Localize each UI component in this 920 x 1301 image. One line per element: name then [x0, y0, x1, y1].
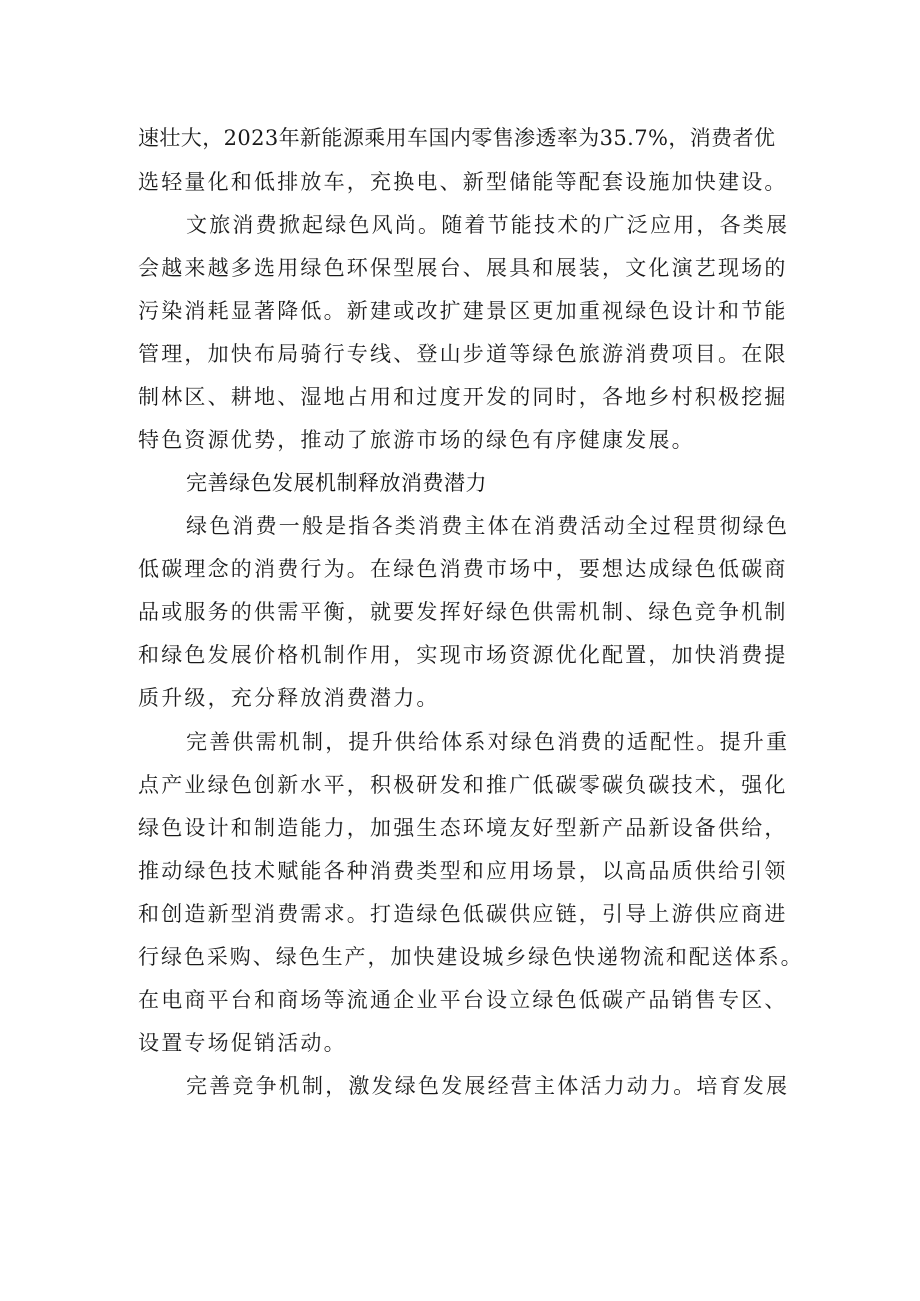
text-line-12: 和绿色发展价格机制作用，实现市场资源优化配置，加快消费提: [138, 643, 788, 667]
text-line-5: 污染消耗显著降低。新建或改扩建景区更加重视绿色设计和节能: [138, 299, 788, 323]
text-line-2: 选轻量化和低排放车，充换电、新型储能等配套设施加快建设。: [138, 170, 788, 194]
paragraph-start-green-consumption: 绿色消费一般是指各类消费主体在消费活动全过程贯彻绿色: [186, 514, 790, 538]
text-line-1: 速壮大，2023年新能源乘用车国内零售渗透率为35.7%，消费者优: [138, 126, 776, 150]
paragraph-start-culture-tourism: 文旅消费掀起绿色风尚。随着节能技术的广泛应用，各类展: [186, 213, 790, 237]
text-line-7: 制林区、耕地、湿地占用和过度开发的同时，各地乡村积极挖掘: [138, 385, 788, 409]
section-heading: 完善绿色发展机制释放消费潜力: [186, 471, 487, 495]
text-line-13: 质升级，充分释放消费潜力。: [138, 686, 440, 710]
text-line-15: 点产业绿色创新水平，积极研发和推广低碳零碳负碳技术，强化: [138, 773, 788, 797]
text-line-18: 和创造新型消费需求。打造绿色低碳供应链，引导上游供应商进: [138, 902, 788, 926]
text-line-8: 特色资源优势，推动了旅游市场的绿色有序健康发展。: [138, 428, 695, 452]
text-line-16: 绿色设计和制造能力，加强生态环境友好型新产品新设备供给，: [138, 816, 788, 840]
text-line-20: 在电商平台和商场等流通企业平台设立绿色低碳产品销售专区、: [138, 988, 788, 1012]
text-line-6: 管理，加快布局骑行专线、登山步道等绿色旅游消费项目。在限: [138, 342, 788, 366]
text-line-17: 推动绿色技术赋能各种消费类型和应用场景，以高品质供给引领: [138, 859, 788, 883]
text-line-19: 行绿色采购、绿色生产，加快建设城乡绿色快递物流和配送体系。: [138, 945, 804, 969]
text-line-21: 设置专场促销活动。: [138, 1031, 347, 1055]
text-line-10: 低碳理念的消费行为。在绿色消费市场中，要想达成绿色低碳商: [138, 557, 788, 581]
text-line-11: 品或服务的供需平衡，就要发挥好绿色供需机制、绿色竞争机制: [138, 600, 788, 624]
paragraph-start-supply-demand: 完善供需机制，提升供给体系对绿色消费的适配性。提升重: [186, 730, 790, 754]
text-line-4: 会越来越多选用绿色环保型展台、展具和展装，文化演艺现场的: [138, 256, 788, 280]
paragraph-start-competition: 完善竞争机制，激发绿色发展经营主体活力动力。培育发展: [186, 1074, 790, 1098]
